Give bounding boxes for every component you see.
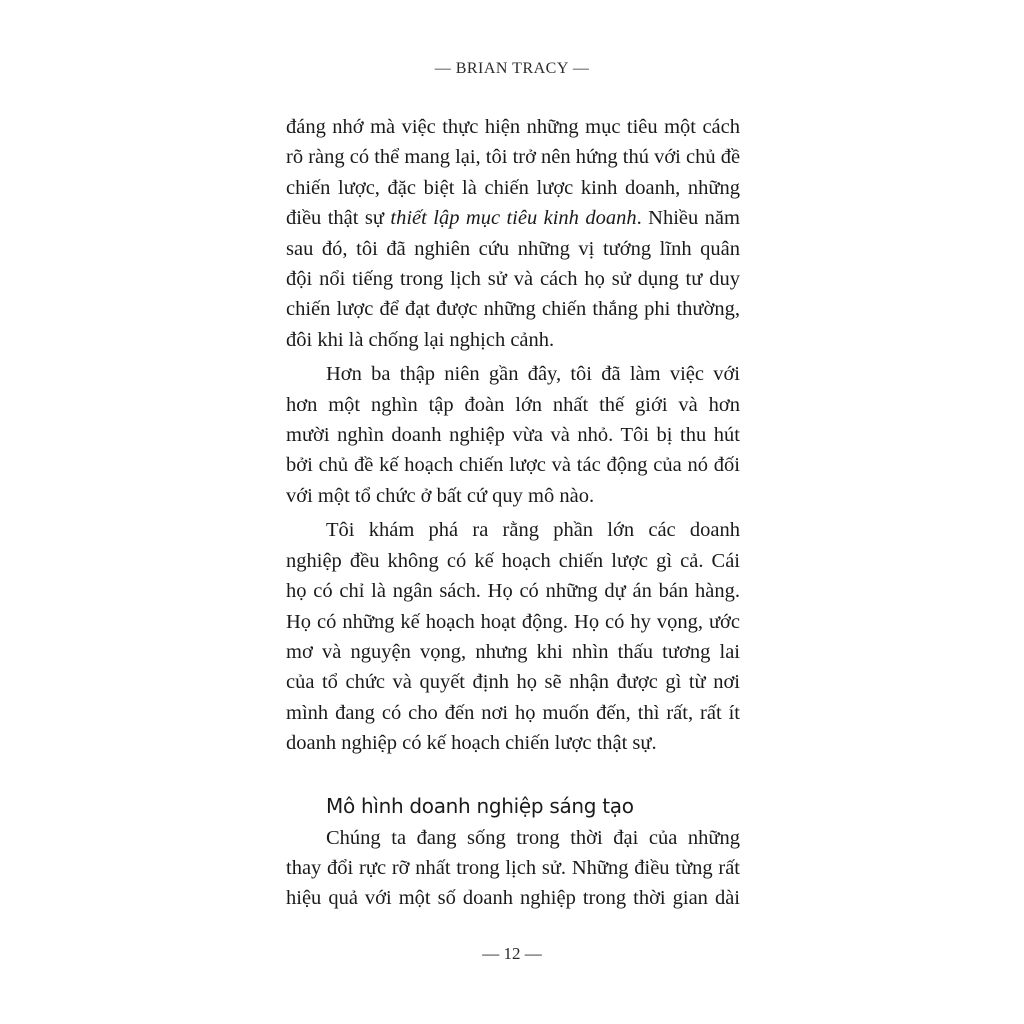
text-line: hơn một nghìn tập đoàn lớn nhất thế giới và hơn [286, 393, 740, 416]
section-heading: Mô hình doanh nghiệp sáng tạo [326, 793, 634, 818]
text-run: điều thật sự [286, 207, 391, 230]
text-line: rõ ràng có thể mang lại, tôi trở nên hứng thú với chủ đề [286, 146, 741, 169]
text-line: Chúng ta đang sống trong thời đại của những [326, 826, 740, 849]
text-line-with-emphasis [286, 203, 740, 233]
text-line: doanh nghiệp có kế hoạch chiến lược thật sự. [286, 732, 657, 755]
text-line: Hơn ba thập niên gần đây, tôi đã làm việc với [326, 363, 740, 386]
text-line: mơ và nguyện vọng, nhưng khi nhìn thấu tương lai [286, 640, 740, 663]
text-line: bởi chủ đề kế hoạch chiến lược và tác động của nó đối [286, 454, 740, 477]
text-line: đội nổi tiếng trong lịch sử và cách họ sử dụng tư duy [286, 268, 740, 291]
text-run: . Nhiều năm [636, 207, 740, 230]
text-line: đôi khi là chống lại nghịch cảnh. [286, 328, 555, 351]
text-line: họ có chỉ là ngân sách. Họ có những dự án bán hàng. [286, 580, 740, 603]
body-text [286, 112, 740, 914]
text-line: sau đó, tôi đã nghiên cứu những vị tướng lĩnh quân [286, 237, 740, 260]
running-head: — BRIAN TRACY — [434, 60, 590, 77]
text-line: đáng nhớ mà việc thực hiện những mục tiêu một cách [286, 116, 740, 138]
text-line: chiến lược để đạt được những chiến thắng phi thường, [286, 298, 740, 321]
page-number: — 12 — [482, 944, 542, 963]
text-line: mình đang có cho đến nơi họ muốn đến, thì rất, rất ít [286, 701, 740, 724]
text-line: mười nghìn doanh nghiệp vừa và nhỏ. Tôi bị thu hút [286, 424, 740, 447]
text-line: thay đổi rực rỡ nhất trong lịch sử. Những điều từng rất [286, 856, 740, 879]
emphasis-text: thiết lập mục tiêu kinh doanh [390, 207, 637, 230]
text-line: với một tổ chức ở bất cứ quy mô nào. [286, 484, 595, 507]
text-line: hiệu quả với một số doanh nghiệp trong thời gian dài [286, 887, 740, 910]
text-line: của tổ chức và quyết định họ sẽ nhận được gì từ nơi [286, 671, 740, 694]
text-line: Tôi khám phá ra rằng phần lớn các doanh [326, 519, 740, 542]
text-line: chiến lược, đặc biệt là chiến lược kinh doanh, những [286, 176, 740, 199]
text-line: nghiệp đều không có kế hoạch chiến lược gì cả. Cái [286, 549, 740, 572]
paragraph-1 [286, 112, 740, 355]
paragraph-2 [286, 359, 740, 511]
text-line: Họ có những kế hoạch hoạt động. Họ có hy vọng, ước [286, 610, 740, 633]
section-paragraph [286, 823, 740, 914]
paragraph-3 [286, 515, 740, 758]
